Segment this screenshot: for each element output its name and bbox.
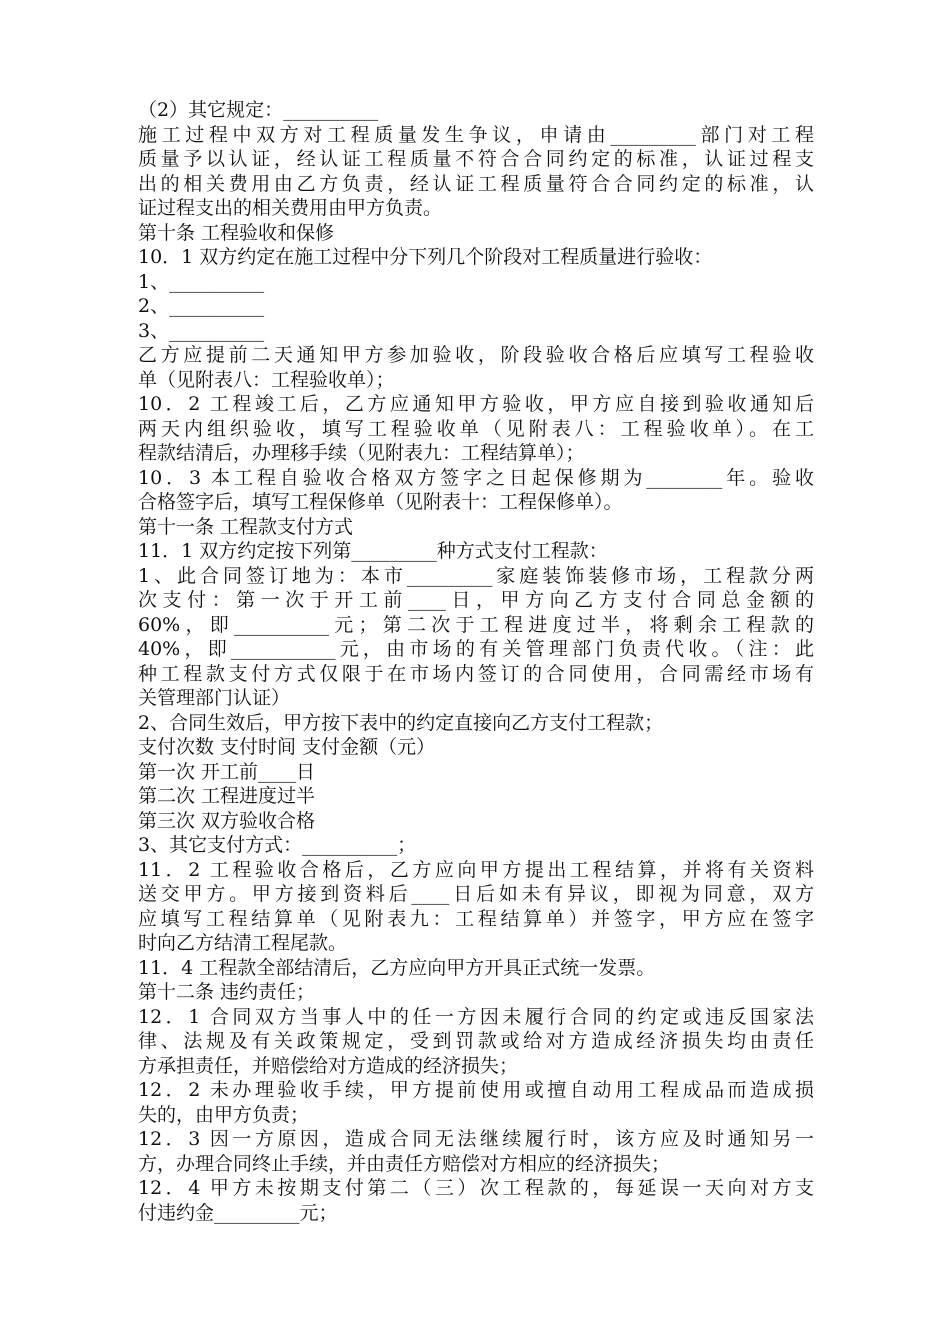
text-line: 12．1 合同双方当事人中的任一方因未履行合同的约定或违反国家法 bbox=[138, 1005, 814, 1028]
text-line: 11．4 工程款全部结清后，乙方应向甲方开具正式统一发票。 bbox=[138, 956, 656, 979]
text-line: 10．3 本工程自验收合格双方签字之日起保修期为________年。验收 bbox=[138, 466, 814, 489]
text-line: 第十条 工程验收和保修 bbox=[138, 221, 335, 244]
text-line: 支付次数 支付时间 支付金额（元） bbox=[138, 736, 436, 758]
text-line: 10．2 工程竣工后，乙方应通知甲方验收，甲方应自接到验收通知后 bbox=[138, 393, 814, 415]
text-line: 12．4 甲方未按期支付第二（三）次工程款的，每延误一天向对方支 bbox=[138, 1177, 814, 1199]
text-line: 11．1 双方约定按下列第_________种方式支付工程款： bbox=[138, 540, 608, 562]
text-line: 两天内组织验收，填写工程验收单（见附表八：工程验收单）。在工 bbox=[138, 417, 814, 440]
text-line: 第二次 工程进度过半 bbox=[138, 785, 316, 807]
text-line: 3、其它支付方式：__________； bbox=[138, 834, 417, 856]
text-line: 律、法规及有关政策规定，受到罚款或给对方造成经济损失均由责任 bbox=[138, 1030, 814, 1052]
text-line: 时向乙方结清工程尾款。 bbox=[138, 932, 348, 954]
text-line: 1、__________ bbox=[138, 270, 265, 293]
text-line: 10．1 双方约定在施工过程中分下列几个阶段对工程质量进行验收： bbox=[138, 246, 713, 268]
text-line: 11．2 工程验收合格后，乙方应向甲方提出工程结算，并将有关资料 bbox=[138, 858, 814, 881]
text-line: 种工程款支付方式仅限于在市场内签订的合同使用，合同需经市场有 bbox=[138, 662, 814, 685]
text-line: 12．2 未办理验收手续，甲方提前使用或擅自动用工程成品而造成损 bbox=[138, 1079, 814, 1101]
text-line: 12．3 因一方原因，造成合同无法继续履行时，该方应及时通知另一 bbox=[138, 1128, 814, 1150]
text-line: 3、__________ bbox=[138, 319, 265, 342]
text-line: 乙方应提前二天通知甲方参加验收，阶段验收合格后应填写工程验收 bbox=[138, 344, 814, 366]
text-line: 质量予以认证，经认证工程质量不符合合同约定的标准，认证过程支 bbox=[138, 148, 814, 170]
text-line: （2）其它规定：__________ bbox=[138, 99, 379, 121]
text-line: 单（见附表八：工程验收单）； bbox=[138, 368, 395, 391]
text-line: 付违约金_________元； bbox=[138, 1201, 338, 1224]
text-line: 1、此合同签订地为：本市_________家庭装饰装修市场，工程款分两 bbox=[138, 564, 814, 587]
text-line: 次支付：第一次于开工前____日，甲方向乙方支付合同总金额的 bbox=[138, 589, 814, 611]
text-line: 第十一条 工程款支付方式 bbox=[138, 515, 354, 538]
document-body bbox=[138, 98, 814, 1225]
text-line: 第一次 开工前____日 bbox=[138, 760, 316, 783]
text-line: 方承担责任，并赔偿给对方造成的经济损失； bbox=[138, 1054, 519, 1077]
text-line: 送交甲方。甲方接到资料后____日后如未有异议，即视为同意，双方 bbox=[138, 883, 814, 905]
text-line: 应填写工程结算单（见附表九：工程结算单）并签字，甲方应在签字 bbox=[138, 907, 814, 930]
text-line: 失的，由甲方负责； bbox=[138, 1103, 310, 1126]
text-line: 出的相关费用由乙方负责，经认证工程质量符合合同约定的标准，认 bbox=[138, 172, 814, 195]
text-line: 2、合同生效后，甲方按下表中的约定直接向乙方支付工程款； bbox=[138, 711, 664, 734]
text-line: 2、__________ bbox=[138, 295, 265, 317]
text-line: 合格签字后，填写工程保修单（见附表十：工程保修单）。 bbox=[138, 491, 623, 513]
text-line: 施工过程中双方对工程质量发生争议，申请由_________部门对工程 bbox=[138, 123, 814, 146]
text-line: 60%，即__________元；第二次于工程进度过半，将剩余工程款的 bbox=[138, 613, 814, 636]
text-line: 证过程支出的相关费用由甲方负责。 bbox=[138, 197, 443, 219]
text-line: 程款结清后，办理移手续（见附表九：工程结算单）； bbox=[138, 442, 585, 464]
text-line: 40%，即___________元，由市场的有关管理部门负责代收。（注：此 bbox=[138, 638, 814, 660]
text-line: 第三次 双方验收合格 bbox=[138, 809, 316, 832]
text-line: 方，办理合同终止手续，并由责任方赔偿对方相应的经济损失； bbox=[138, 1152, 671, 1175]
text-line: 第十二条 违约责任； bbox=[138, 981, 316, 1003]
text-line: 关管理部门认证） bbox=[138, 687, 291, 709]
